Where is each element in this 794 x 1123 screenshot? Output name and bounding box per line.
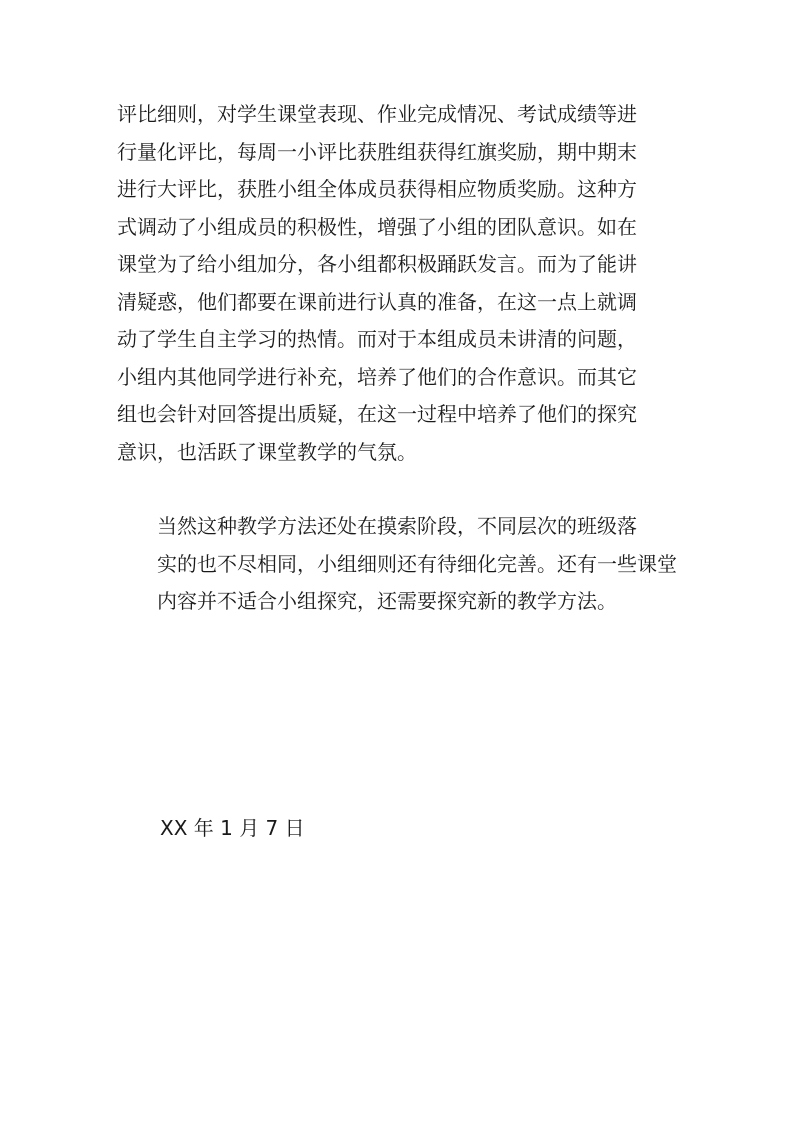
paragraph-line: 当然这种教学方法还处在摸索阶段，不同层次的班级落 [157, 514, 637, 538]
document-date: XX 年 1 月 7 日 [160, 816, 305, 840]
paragraph-line: 内容并不适合小组探究，还需要探究新的教学方法。 [157, 589, 617, 613]
paragraph-line: 行量化评比，每周一小评比获胜组获得红旗奖励，期中期末 [117, 139, 637, 164]
paragraph-line: 实的也不尽相同，小组细则还有待细化完善。还有一些课堂 [157, 551, 677, 576]
body-paragraph-2 [117, 508, 697, 621]
paragraph-line: 课堂为了给小组加分，各小组都积极踊跃发言。而为了能讲 [117, 252, 637, 276]
paragraph-line: 动了学生自主学习的热情。而对于本组成员未讲清的问题， [117, 327, 637, 351]
paragraph-line: 式调动了小组成员的积极性，增强了小组的团队意识。如在 [117, 214, 637, 239]
paragraph-line: 小组内其他同学进行补充，培养了他们的合作意识。而其它 [117, 364, 637, 389]
paragraph-line: 意识，也活跃了课堂教学的气氛。 [117, 439, 417, 464]
paragraph-line: 评比细则，对学生课堂表现、作业完成情况、考试成绩等进 [117, 102, 637, 126]
body-paragraph-1 [117, 96, 697, 471]
paragraph-line: 清疑惑，他们都要在课前进行认真的准备，在这一点上就调 [117, 289, 637, 314]
paragraph-line: 进行大评比，获胜小组全体成员获得相应物质奖励。这种方 [117, 177, 637, 201]
paragraph-line: 组也会针对回答提出质疑，在这一过程中培养了他们的探究 [117, 402, 637, 426]
